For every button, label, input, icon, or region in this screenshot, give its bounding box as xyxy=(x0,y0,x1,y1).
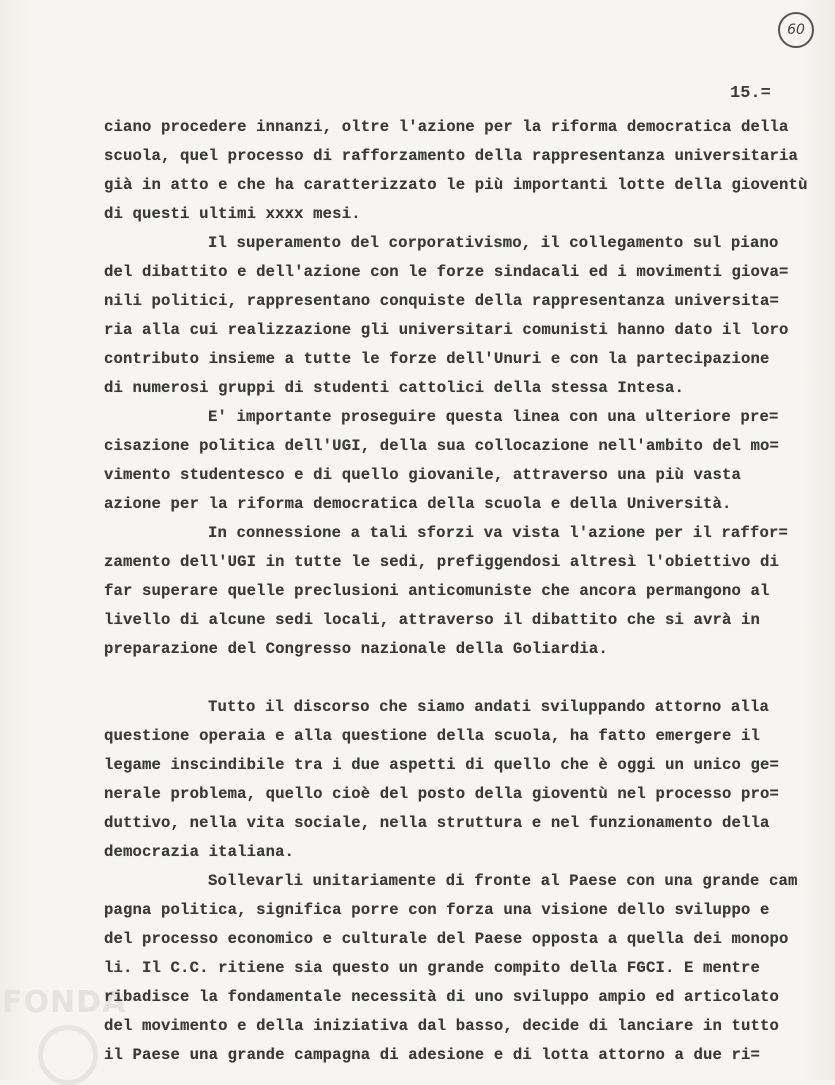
text-line: nerale problema, quello cioè del posto della gioventù nel processo pro= xyxy=(104,785,780,803)
text-line: pagna politica, significa porre con forza una visione dello sviluppo e xyxy=(104,901,770,919)
typed-text-body xyxy=(104,113,829,1070)
text-line: contributo insieme a tutte le forze dell'Unuri e con la partecipazione xyxy=(104,350,770,368)
text-line: del dibattito e dell'azione con le forze sindacali ed i movimenti giova= xyxy=(104,263,789,281)
text-line: di numerosi gruppi di studenti cattolici della stessa Intesa. xyxy=(104,379,684,397)
text-line: già in atto e che ha caratterizzato le più importanti lotte della gioventù xyxy=(104,176,808,194)
text-line: scuola, quel processo di rafforzamento della rappresentanza universitaria xyxy=(104,147,799,165)
text-line: nili politici, rappresentano conquiste della rappresentanza universita= xyxy=(104,292,780,310)
text-line: far superare quelle preclusioni anticomuniste che ancora permangono al xyxy=(104,582,770,600)
paragraph-first-line: In connessione a tali sforzi va vista l'azione per il raffor= xyxy=(208,524,788,542)
page-stamp: 60 xyxy=(778,12,814,48)
text-line: livello di alcune sedi locali, attraverso il dibattito che si avrà in xyxy=(104,611,761,629)
text-line: azione per la riforma democratica della scuola e della Università. xyxy=(104,495,732,513)
text-line: ria alla cui realizzazione gli universitari comunisti hanno dato il loro xyxy=(104,321,789,339)
paragraph-first-line: Sollevarli unitariamente di fronte al Paese con una grande cam xyxy=(208,872,798,890)
text-line: ribadisce la fondamentale necessità di uno sviluppo ampio ed articolato xyxy=(104,988,780,1006)
watermark-logo-icon xyxy=(38,1025,98,1085)
text-line: duttivo, nella vita sociale, nella struttura e nel funzionamento della xyxy=(104,814,770,832)
text-line: legame inscindibile tra i due aspetti di quello che è oggi un unico ge= xyxy=(104,756,780,774)
text-line: del movimento e della iniziativa dal basso, decide di lanciare in tutto xyxy=(104,1017,780,1035)
text-line: li. Il C.C. ritiene sia questo un grande compito della FGCI. E mentre xyxy=(104,959,761,977)
paragraph-first-line: Il superamento del corporativismo, il collegamento sul piano xyxy=(208,234,779,252)
paragraph-first-line: Tutto il discorso che siamo andati sviluppando attorno alla xyxy=(208,698,769,716)
text-line: vimento studentesco e di quello giovanile, attraverso una più vasta xyxy=(104,466,742,484)
text-line: preparazione del Congresso nazionale della Goliardia. xyxy=(104,640,608,658)
paragraph-first-line: E' importante proseguire questa linea con una ulteriore pre= xyxy=(208,408,779,426)
text-line: zamento dell'UGI in tutte le sedi, prefiggendosi altresì l'obiettivo di xyxy=(104,553,780,571)
text-line: democrazia italiana. xyxy=(104,843,295,861)
text-line: di questi ultimi xxxx mesi. xyxy=(104,205,361,223)
page-number: 15.= xyxy=(730,84,771,103)
paragraph-gap xyxy=(104,664,829,693)
archive-watermark: FONDA xyxy=(2,985,127,1020)
text-line: ciano procedere innanzi, oltre l'azione per la riforma democratica della xyxy=(104,118,789,136)
text-line: il Paese una grande campagna di adesione e di lotta attorno a due ri= xyxy=(104,1046,761,1064)
text-line: del processo economico e culturale del Paese opposta a quella dei monopo xyxy=(104,930,789,948)
text-line: questione operaia e alla questione della scuola, ha fatto emergere il xyxy=(104,727,761,745)
text-line: cisazione politica dell'UGI, della sua collocazione nell'ambito del mo= xyxy=(104,437,780,455)
